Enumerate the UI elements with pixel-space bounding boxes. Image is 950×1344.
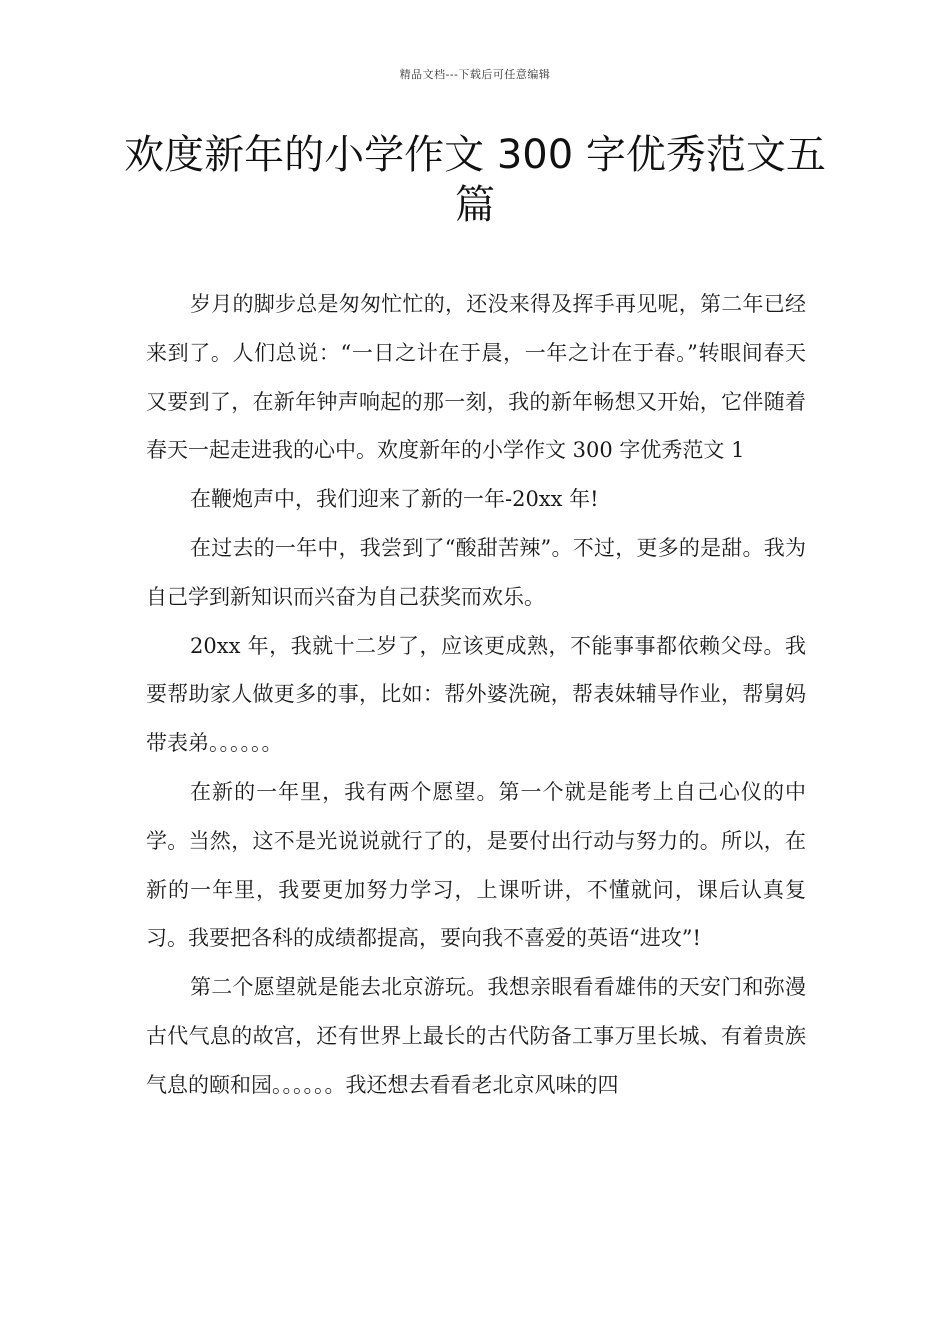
paragraph-twelve: 20xx 年，我就十二岁了，应该更成熟，不能事事都依赖父母。我要帮助家人做更多的事，比如：帮外婆洗碗，帮表妹辅导作业，帮舅妈带表弟。。。。。。 — [146, 633, 806, 756]
document-body — [146, 280, 806, 1110]
paragraph-new-year: 在鞭炮声中，我们迎来了新的一年-20xx 年! — [190, 487, 599, 512]
paragraph-intro: 岁月的脚步总是匆匆忙忙的，还没来得及挥手再见呢，第二年已经来到了。人们总说：“一日之计在于晨，一年之计在于春。”转眼间春天又要到了，在新年钟声响起的那一刻，我的新年畅想又开始，它伴随着春天一起走进我的心中。欢度新年的小学作文 300 字优秀范文 1 — [146, 292, 806, 463]
header-note: 精品文档---下载后可任意编辑 — [399, 68, 551, 81]
document-title: 欢度新年的小学作文 300 字优秀范文五篇 — [124, 132, 826, 228]
paragraph-past-year: 在过去的一年中，我尝到了“酸甜苦辣”。不过，更多的是甜。我为自己学到新知识而兴奋为自己获奖而欢乐。 — [146, 535, 806, 609]
paragraph-second-wish: 第二个愿望就是能去北京游玩。我想亲眼看看雄伟的天安门和弥漫古代气息的故宫，还有世界上最长的古代防备工事万里长城、有着贵族气息的颐和园。。。。。。我还想去看看老北京风味的四 — [146, 975, 806, 1097]
paragraph-first-wish: 在新的一年里，我有两个愿望。第一个就是能考上自己心仪的中学。当然，这不是光说说就行了的，是要付出行动与努力的。所以，在新的一年里，我要更加努力学习，上课听讲，不懂就问，课后认真复习。我要把各科的成绩都提高，要向我不喜爱的英语“进攻”! — [146, 779, 806, 951]
